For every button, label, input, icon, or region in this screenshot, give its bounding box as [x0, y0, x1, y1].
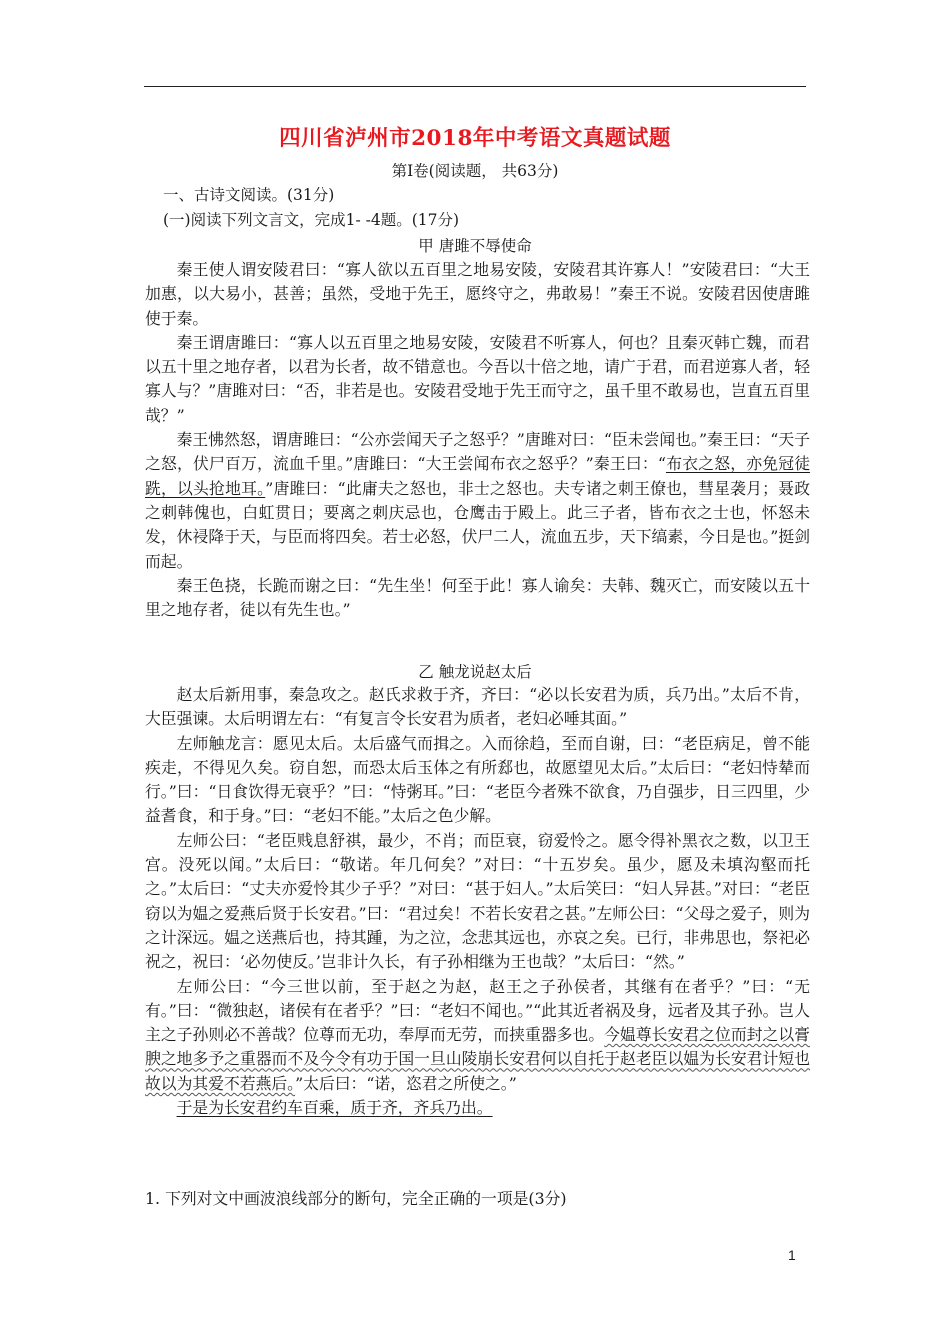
header-rule [144, 86, 806, 87]
passage-b-paragraph: 赵太后新用事，秦急攻之。赵氏求救于齐，齐曰：“必以长安君为质，兵乃出。”太后不肯，大臣强谏。太后明谓左右：“有复言令长安君为质者，老妇必唾其面。” [145, 685, 810, 729]
volume-heading: 第I卷(阅读题， 共63分) [391, 162, 559, 180]
passage-b-paragraph [145, 975, 810, 1096]
page-number: 1 [788, 1247, 796, 1263]
underlined-sentence: 布衣之怒，亦免冠徒跣，以头抢地耳。 [145, 454, 810, 498]
passage-b-paragraph [145, 1096, 810, 1120]
wavy-underlined-passage: 今媪尊长安君之位而封之以膏腴之地多予之重器而不及今令有功于国一旦山陵崩长安君何以自托于赵老臣以媪为长安君计短也故以为其爱不若燕后。 [145, 1025, 810, 1093]
passage-a-paragraph [145, 428, 810, 574]
section-heading: 一、古诗文阅读。(31分) [163, 186, 335, 204]
passage-a-heading: 甲 唐雎不辱使命 [418, 237, 532, 255]
question-1: 1. 下列对文中画波浪线部分的断句，完全正确的一项是(3分) [145, 1189, 567, 1208]
passage-a-paragraph: 秦王色挠，长跪而谢之曰：“先生坐！何至于此！寡人谕矣：夫韩、魏灭亡，而安陵以五十里之地存者，徒以有先生也。” [145, 575, 810, 620]
underlined-sentence: 于是为长安君约车百乘，质于齐，齐兵乃出。 [176, 1098, 493, 1118]
subsection-heading: (一)阅读下列文言文，完成1- -4题。(17分) [163, 211, 460, 229]
text-run: 秦王怫然怒，谓唐雎曰：“公亦尝闻天子之怒乎？”唐雎对曰：“臣未尝闻也。”秦王曰：“天子之怒，伏尸百万，流血千里。”唐雎曰：“大王尝闻布衣之怒乎？”秦王曰：“ [145, 430, 810, 474]
passage-b [145, 683, 810, 1120]
passage-a [145, 258, 810, 622]
passage-b-paragraph: 左师公曰：“老臣贱息舒祺，最少，不肖；而臣衰，窃爱怜之。愿令得补黑衣之数，以卫王宫。没死以闻。”太后曰：“敬诺。年几何矣？”对曰：“十五岁矣。虽少，愿及未填沟壑而托之。”太后曰：“丈夫亦爱怜其少子乎？”对曰：“甚于妇人。”太后笑曰：“妇人异甚。”对曰：“老臣窃以为媪之爱燕后贤于长安君。”曰：“君过矣！不若长安君之甚。”左师公曰：“父母之爱子，则为之计深远。媪之送燕后也，持其踵，为之泣，念悲其远也，亦哀之矣。已行，非弗思也，祭祀必祝之，祝曰：‘必勿使反。’岂非计久长，有子孙相继为王也哉？”太后曰：“然。” [145, 830, 810, 972]
passage-a-paragraph: 秦王谓唐雎曰：“寡人以五百里之地易安陵，安陵君不听寡人，何也？且秦灭韩亡魏，而君以五十里之地存者，以君为长者，故不错意也。今吾以十倍之地，请广于君，而君逆寡人者，轻寡人与？”唐雎对曰：“否，非若是也。安陵君受地于先王而守之，虽千里不敢易也，岂直五百里哉？” [145, 332, 810, 425]
passage-a-paragraph: 秦王使人谓安陵君曰：“寡人欲以五百里之地易安陵，安陵君其许寡人！”安陵君曰：“大王加惠，以大易小，甚善；虽然，受地于先王，愿终守之，弗敢易！”秦王不说。安陵君因使唐雎使于秦。 [145, 260, 810, 328]
text-run: ”太后曰：“诺，恣君之所使之。” [295, 1073, 517, 1093]
passage-b-paragraph: 左师触龙言：愿见太后。太后盛气而揖之。入而徐趋，至而自谢，曰：“老臣病足，曾不能疾走，不得见久矣。窃自恕，而恐太后玉体之有所郄也，故愿望见太后。”太后曰：“老妇恃辇而行。”曰：“日食饮得无衰乎？”曰：“恃粥耳。”曰：“老臣今者殊不欲食，乃自强步，日三四里，少益耆食，和于身。”曰：“老妇不能。”太后之色少解。 [145, 733, 810, 826]
page-title: 四川省泸州市2018年中考语文真题试题 [279, 126, 671, 151]
text-run: 左师公曰：“今三世以前，至于赵之为赵，赵王之子孙侯者，其继有在者乎？”曰：“无有。”曰：“微独赵，诸侯有在者乎？”曰：“老妇不闻也。”“此其近者祸及身，远者及其子孙。岂人主之子孙则必不善哉？位尊而无功，奉厚而无劳，而挟重器多也。 [145, 976, 810, 1045]
text-run: ”唐雎曰：“此庸夫之怒也，非士之怒也。夫专诸之刺王僚也，彗星袭月；聂政之刺韩傀也，白虹贯日；要离之刺庆忌也，仓鹰击于殿上。此三子者，皆布衣之士也，怀怒未发，休祲降于天，与臣而将四矣。若士必怒，伏尸二人，流血五步，天下缟素，今日是也。”挺剑而起。 [145, 478, 810, 571]
passage-b-heading: 乙 触龙说赵太后 [418, 663, 532, 681]
